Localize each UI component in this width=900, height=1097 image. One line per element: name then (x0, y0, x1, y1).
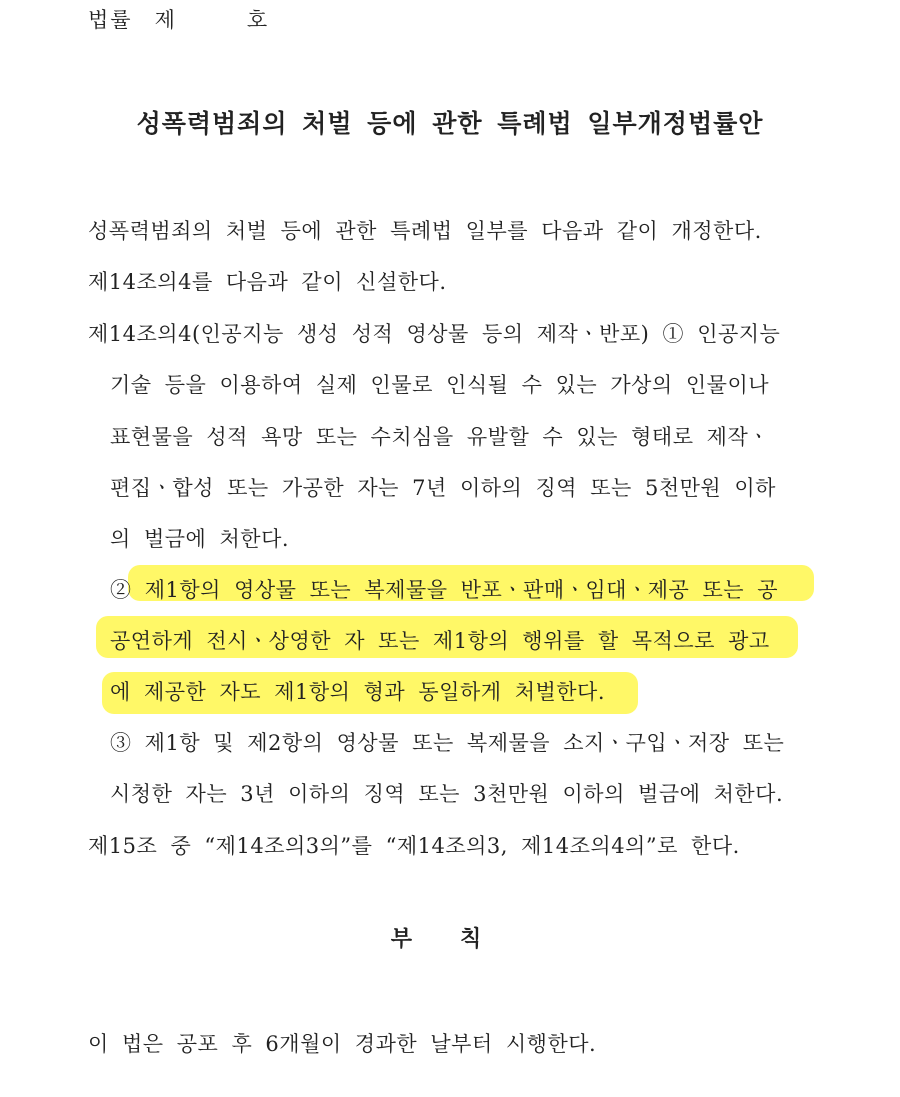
paragraph1-line4: 편집ㆍ합성 또는 가공한 자는 7년 이하의 징역 또는 5천만원 이하 (110, 476, 776, 500)
bill-number-ho: 호 (246, 8, 270, 32)
paragraph2-line3: 에 제공한 자도 제1항의 형과 동일하게 처벌한다. (110, 680, 606, 704)
paragraph1-line3: 표현물을 성적 욕망 또는 수치심을 유발할 수 있는 형태로 제작ㆍ (110, 425, 770, 449)
paragraph2-line1 (110, 576, 778, 604)
article15-amendment: 제15조 중 “제14조의3의”를 “제14조의3, 제14조의4의”로 한다. (88, 834, 740, 858)
appendix-text: 이 법은 공포 후 6개월이 경과한 날부터 시행한다. (88, 1032, 597, 1056)
paragraph2-line2: 공연하게 전시ㆍ상영한 자 또는 제1항의 행위를 할 목적으로 광고 (110, 629, 770, 653)
document-title: 성폭력범죄의 처벌 등에 관한 특례법 일부개정법률안 (136, 109, 764, 138)
paragraph1-line2: 기술 등을 이용하여 실제 인물로 인식될 수 있는 가상의 인물이나 (110, 373, 770, 397)
intro-sentence: 성폭력범죄의 처벌 등에 관한 특례법 일부를 다음과 같이 개정한다. (88, 219, 762, 243)
paragraph2-text-1: 제1항의 영상물 또는 복제물을 반포ㆍ판매ㆍ임대ㆍ제공 또는 공 (144, 578, 779, 602)
bill-number-je: 제 (154, 8, 177, 32)
article-heading: 제14조의4(인공지능 생성 성적 영상물 등의 제작ㆍ반포) ① 인공지능 (88, 322, 781, 346)
paragraph3-line1: ③ 제1항 및 제2항의 영상물 또는 복제물을 소지ㆍ구입ㆍ저장 또는 (110, 731, 785, 755)
paragraph3-line2: 시청한 자는 3년 이하의 징역 또는 3천만원 이하의 벌금에 처한다. (110, 782, 784, 806)
new-article-sentence: 제14조의4를 다음과 같이 신설한다. (88, 270, 447, 294)
bill-label: 법률 (88, 8, 133, 32)
bill-number-line (88, 6, 269, 34)
appendix-title: 부칙 (390, 926, 530, 952)
paragraph2-marker: ② (110, 578, 132, 602)
paragraph1-line5: 의 벌금에 처한다. (110, 527, 290, 551)
